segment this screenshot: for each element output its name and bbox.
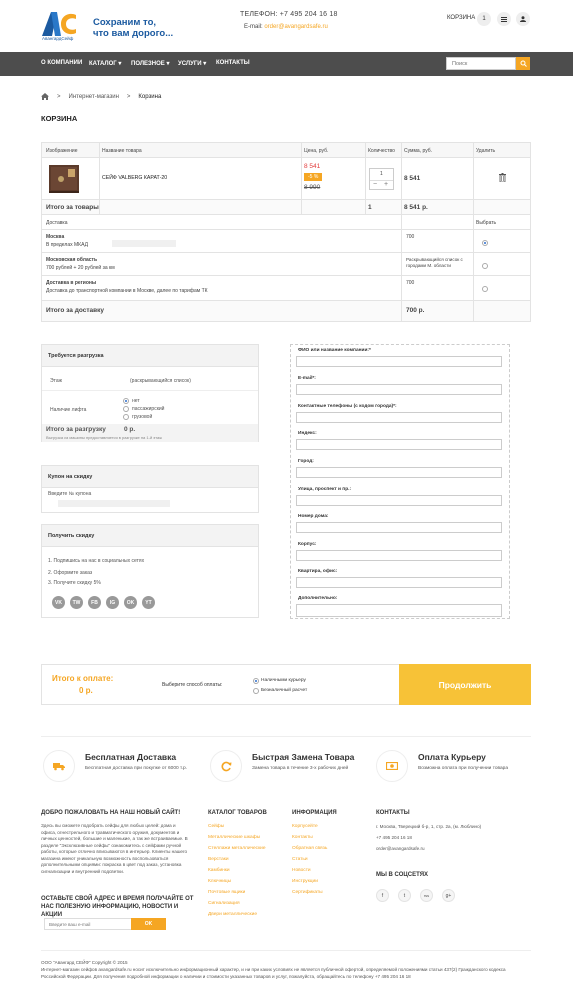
subscribe-button[interactable]: OK: [131, 918, 166, 930]
youtube-icon[interactable]: YT: [142, 596, 155, 609]
building-field[interactable]: [296, 550, 502, 561]
cash-icon: [376, 750, 408, 782]
footer-link[interactable]: Металлические шкафы: [208, 835, 261, 840]
street-field[interactable]: [296, 495, 502, 506]
feature-text: Замена товара в течение 3-х рабочих дней: [252, 766, 349, 771]
delivery-total-row: Итого за доставку 700 р.: [42, 301, 530, 321]
comment-field[interactable]: [296, 604, 502, 617]
product-name[interactable]: СЕЙФ VALBERG КАРАТ-20: [102, 175, 168, 181]
breadcrumb-shop[interactable]: Интернет-магазин: [68, 93, 119, 100]
feature-title: Бесплатная Доставка: [85, 752, 177, 762]
pay-total-label: Итого к оплате:: [52, 674, 114, 683]
user-icon[interactable]: [516, 12, 530, 26]
safe-product-image[interactable]: [48, 164, 80, 194]
footer-email[interactable]: order@avangardsafe.ru: [376, 846, 425, 851]
lift-radio-none[interactable]: [123, 398, 129, 404]
form-label: Дополнительно:: [298, 596, 338, 601]
product-sum: 8 541: [404, 175, 421, 182]
footer-contacts-title: КОНТАКТЫ: [376, 810, 410, 816]
google-plus-icon[interactable]: g+: [442, 889, 455, 902]
footer-link[interactable]: Верстаки: [208, 857, 229, 862]
nav-about[interactable]: О КОМПАНИИ: [41, 60, 83, 66]
header-email: E-mail: order@avangardsafe.ru: [244, 24, 328, 30]
cart-count-badge[interactable]: 1: [477, 12, 491, 26]
nav-catalog[interactable]: КАТАЛОГ ▾: [89, 61, 122, 67]
form-label: Индекс:: [298, 431, 317, 436]
footer-catalog-title: КАТАЛОГ ТОВАРОВ: [208, 810, 267, 816]
truck-icon: [43, 750, 75, 782]
feature-title: Быстрая Замена Товара: [252, 752, 355, 762]
twitter-icon[interactable]: TW: [70, 596, 83, 609]
payment-radio-cashless[interactable]: [253, 688, 259, 694]
search-input[interactable]: Поиск: [446, 57, 516, 70]
cart-label[interactable]: КОРЗИНА: [447, 15, 476, 21]
decrement-button[interactable]: −: [373, 181, 378, 188]
floor-select[interactable]: (раскрывающийся список): [130, 378, 191, 384]
feature-text: Возможна оплата при получении товара: [418, 766, 509, 771]
refresh-icon: [210, 750, 242, 782]
twitter-icon[interactable]: t: [398, 889, 411, 902]
house-field[interactable]: [296, 522, 502, 533]
product-price: 8 541: [304, 163, 321, 170]
vk-icon[interactable]: VK: [52, 596, 65, 609]
copyright: ООО "Авангард СЕЙФ" Copyright © 2015: [41, 960, 128, 965]
footer-link[interactable]: Сигнализация: [208, 901, 240, 906]
footer-link[interactable]: Стеллажи металлические: [208, 846, 266, 851]
feature-text: Бесплатная доставка при покупке от 6000 т.р.: [85, 766, 187, 771]
page-title: КОРЗИНА: [41, 114, 78, 123]
email-link[interactable]: order@avangardsafe.ru: [264, 24, 328, 30]
payment-radio-cash[interactable]: [253, 678, 259, 684]
footer-link[interactable]: Обратная связь: [292, 846, 328, 851]
footer-info-title: ИНФОРМАЦИЯ: [292, 810, 337, 816]
table-row: [42, 158, 530, 200]
footer-link[interactable]: Инструкции: [292, 879, 318, 884]
email-field[interactable]: [296, 384, 502, 395]
footer-link[interactable]: Камбинки: [208, 868, 230, 873]
quantity-value[interactable]: 1: [380, 171, 383, 177]
footer-social-title: МЫ В СОЦСЕТЯХ: [376, 872, 429, 878]
home-icon[interactable]: [41, 93, 49, 100]
nav-services[interactable]: УСЛУГИ ▾: [178, 61, 207, 67]
cart-table: [41, 142, 531, 322]
footer-link[interactable]: Корпусейте: [292, 824, 318, 829]
coupon-input[interactable]: [58, 500, 170, 507]
feature-title: Оплата Курьеру: [418, 752, 486, 762]
footer-link[interactable]: Контакты: [292, 835, 313, 840]
city-field[interactable]: [296, 467, 502, 478]
rss-icon[interactable]: rss: [420, 889, 433, 902]
footer-link[interactable]: Почтовые ящики: [208, 890, 246, 895]
index-field[interactable]: [296, 439, 502, 450]
footer-link[interactable]: Статьи: [292, 857, 308, 862]
old-price: 8 990: [304, 184, 321, 191]
footer-link[interactable]: Сертификаты: [292, 890, 323, 895]
logo-subtitle: АвангардСейф: [42, 36, 74, 41]
odnoklassniki-icon[interactable]: OK: [124, 596, 137, 609]
header-phone: ТЕЛЕФОН: +7 495 204 16 18: [240, 11, 338, 18]
lift-radio-passenger[interactable]: [123, 406, 129, 412]
footer-welcome-title: ДОБРО ПОЖАЛОВАТЬ НА НАШ НОВЫЙ САЙТ!: [41, 810, 181, 816]
menu-icon[interactable]: [497, 12, 511, 26]
legal-text: Интернет-магазин сейфов avangardsafe.ru носит исключительно информационный характер, и ни при каких условиях не является публичной офертой, определяемой положениями статьи 437(2) Гражданского кодекса Российской Федерации. Для получения подробной информации о наличии и стоимости указанных товаров и услуг, пожалуйста, обращайтесь по телефону +7 495 204 16 18: [41, 967, 506, 979]
delivery-option[interactable]: Московская область 700 рублей + 20 рублей за км Раскрывающийся список с городами М. области: [42, 253, 530, 276]
delivery-radio-region[interactable]: [482, 263, 488, 269]
breadcrumb: > Интернет-магазин > Корзина: [41, 93, 161, 100]
footer-welcome-text: Здесь вы сможете подобрать сейфы для любых целей: дома и офиса, огнестрельного и травматического оружия, документов и личных ценностей, большие и маленькие, а так же встраиваемые. В разделе "Эксклюзивные сейфы" ознакомитесь с сейфами ручной работы, которые отлично вписываются в интерьер. Клиенты нашего магазина имеют уникальную возможность воспользоваться дополнительными опциями: покраска в цвет под заказ, установка сигнализации и внутренний подсветки.: [41, 823, 188, 874]
slogan: Сохраним то, что вам дорого...: [93, 17, 174, 39]
nav-contacts[interactable]: КОНТАКТЫ: [216, 60, 250, 66]
facebook-icon[interactable]: f: [376, 889, 389, 902]
pay-total: 0 р.: [79, 686, 93, 695]
facebook-icon[interactable]: FB: [88, 596, 101, 609]
footer-link[interactable]: Сейфы: [208, 824, 225, 829]
footer-address: г. Москва, Тверецкий б-р, 1, стр. 2а, (м. Люблино): [376, 824, 482, 829]
logo-icon[interactable]: [42, 12, 76, 36]
unload-panel: Требуется разгрузка Этаж (раскрывающийся список) Наличие лифта нет пассажирский грузовой Итого за разгрузку 0 р. Выгрузка из машины предоставляется в разгрузке на 1-й этаж: [41, 344, 259, 442]
goods-total-row: Итого за товары 1 8 541 р.: [42, 200, 530, 215]
delivery-option[interactable]: Доставка в регионы Доставка до транспортной компании в Москве, далее по тарифам ТК 700: [42, 276, 530, 301]
form-label: Номер дома:: [298, 514, 329, 519]
delivery-option[interactable]: Москва В пределах МКАД 700: [42, 230, 530, 253]
subscribe-input[interactable]: Введите ваш e-mail: [44, 918, 132, 930]
form-label: ФИО или название компании:*: [298, 348, 371, 353]
discount-panel: Получить скидку 1. Подпишись на нас в социальных сетях 2. Оформите заказ 3. Получите скидку 5% VK TW FB IG OK YT: [41, 524, 259, 618]
checkout-bar: Итого к оплате: 0 р. Выберите способ оплаты: Наличными курьеру Безналичный расчет: [41, 664, 531, 705]
form-label: Квартира, офис:: [298, 569, 338, 574]
coupon-panel: Купон на скидку Введите № купона: [41, 465, 259, 513]
delivery-header: Доставка Выбрать: [42, 215, 530, 230]
phone-field[interactable]: [296, 412, 502, 423]
footer-link[interactable]: Ключницы: [208, 879, 232, 884]
footer-link[interactable]: Новости: [292, 868, 311, 873]
form-label: Улица, проспект и пр.:: [298, 487, 352, 492]
increment-button[interactable]: +: [384, 181, 389, 188]
form-label: Город:: [298, 459, 314, 464]
name-field[interactable]: [296, 356, 502, 367]
quantity-stepper[interactable]: [369, 168, 394, 190]
form-label: E-mail*:: [298, 376, 316, 381]
table-header: Изображение Название товара Цена, руб. Количество Сумма, руб. Удалить: [42, 143, 530, 158]
footer-phone: +7 495 204 16 18: [376, 835, 412, 840]
form-label: Корпус:: [298, 542, 317, 547]
footer-link[interactable]: Двери металлические: [208, 912, 257, 917]
search-button[interactable]: [516, 57, 530, 70]
discount-badge: -5 %: [304, 173, 322, 181]
delivery-radio-regions[interactable]: [482, 286, 488, 292]
search-icon: [520, 60, 527, 67]
instagram-icon[interactable]: IG: [106, 596, 119, 609]
trash-icon[interactable]: [499, 173, 506, 182]
lift-radio-cargo[interactable]: [123, 414, 129, 420]
form-label: Контактные телефоны (с кодом города)*:: [298, 404, 397, 409]
apartment-field[interactable]: [296, 577, 502, 588]
continue-button[interactable]: Продолжить: [399, 664, 531, 705]
nav-useful[interactable]: ПОЛЕЗНОЕ ▾: [131, 61, 170, 67]
delivery-radio-moscow[interactable]: [482, 240, 488, 246]
breadcrumb-current: Корзина: [138, 93, 162, 100]
subscribe-title: ОСТАВЬТЕ СВОЙ АДРЕС И ВРЕМЯ ПОЛУЧАЙТЕ ОТ НАС ПОЛЕЗНУЮ ИНФОРМАЦИЮ, НОВОСТИ И АКЦИИ: [41, 896, 194, 918]
